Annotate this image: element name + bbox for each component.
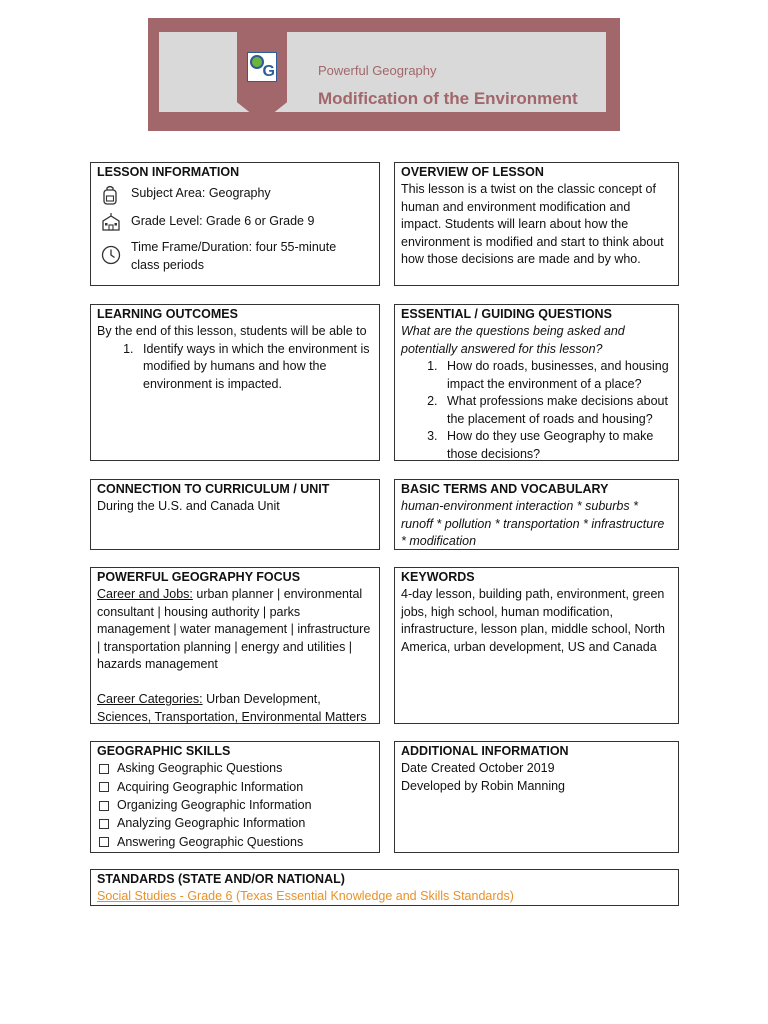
vocabulary-text: human-environment interaction * suburbs * runoff * pollution * transportation * infrastructure * modification [401, 499, 665, 548]
clock-icon [97, 239, 131, 265]
standards-heading: STANDARDS (STATE AND/OR NATIONAL) [97, 872, 345, 886]
skill-item [97, 815, 373, 833]
guiding-questions-list [401, 358, 672, 463]
grade-level: Grade Level: Grade 6 or Grade 9 [131, 214, 315, 228]
list-item: 1. Identify ways in which the environment is modified by humans and how the environment is impacted. [137, 341, 373, 394]
lesson-information-box [90, 162, 380, 286]
subject-area: Subject Area: Geography [131, 186, 271, 200]
powerful-geography-logo-icon: G [247, 52, 277, 82]
career-categories-label: Career Categories: [97, 692, 203, 706]
learning-outcomes-heading: LEARNING OUTCOMES [97, 307, 238, 321]
date-created: Date Created October 2019 [401, 761, 555, 775]
overview-heading: OVERVIEW OF LESSON [401, 165, 544, 179]
developed-by: Developed by Robin Manning [401, 778, 565, 793]
page-title: Modification of the Environment [318, 89, 578, 108]
backpack-icon [97, 185, 131, 205]
keywords-text: 4-day lesson, building path, environment, green jobs, high school, human modification, infrastructure, lesson plan, middle school, North America, urban development, US and Canada [401, 587, 666, 654]
header-banner [148, 18, 620, 131]
skill-item [97, 797, 373, 815]
banner-subtitle: Powerful Geography [318, 63, 437, 78]
curriculum-text: During the U.S. and Canada Unit [97, 499, 280, 513]
vocabulary-box [394, 479, 679, 550]
list-item: 3. How do they use Geography to make those decisions? [441, 428, 672, 463]
overview-box [394, 162, 679, 286]
time-frame-line-1: Time Frame/Duration: four 55-minute [131, 240, 337, 254]
career-categories-text: Urban Development, Sciences, Transportation, Environmental Matters [97, 692, 367, 724]
skill-label: Acquiring Geographic Information [117, 779, 304, 794]
skill-label: Asking Geographic Questions [117, 761, 283, 776]
standards-link[interactable]: Social Studies - Grade 6 [97, 889, 233, 903]
skill-item [97, 833, 373, 851]
geography-focus-box [90, 567, 380, 724]
skill-label: Analyzing Geographic Information [117, 816, 306, 831]
career-jobs-label: Career and Jobs: [97, 587, 193, 601]
curriculum-box [90, 479, 380, 550]
lesson-information-heading: LESSON INFORMATION [97, 165, 240, 179]
career-jobs [97, 586, 373, 674]
additional-information-box [394, 741, 679, 853]
skill-item [97, 760, 373, 778]
skill-label: Organizing Geographic Information [117, 797, 312, 812]
skill-checkbox[interactable] [99, 801, 109, 811]
list-item: 1. How do roads, businesses, and housing impact the environment of a place? [441, 358, 672, 393]
learning-outcomes-box [90, 304, 380, 461]
keywords-box [394, 567, 679, 724]
time-frame-line-2: class periods [131, 257, 204, 272]
time-frame [131, 239, 373, 274]
vocabulary-heading: BASIC TERMS AND VOCABULARY [401, 482, 609, 496]
skill-checkbox[interactable] [99, 764, 109, 774]
list-item: 2. What professions make decisions about the placement of roads and housing? [441, 393, 672, 428]
standards-box [90, 869, 679, 906]
skill-checkbox[interactable] [99, 819, 109, 829]
skill-label: Answering Geographic Questions [117, 834, 304, 849]
guiding-questions-heading: ESSENTIAL / GUIDING QUESTIONS [401, 307, 612, 321]
skill-item [97, 778, 373, 796]
curriculum-heading: CONNECTION TO CURRICULUM / UNIT [97, 482, 330, 496]
additional-information-heading: ADDITIONAL INFORMATION [401, 744, 569, 758]
learning-outcomes-list [97, 341, 373, 394]
guiding-questions-box [394, 304, 679, 461]
standards-description: (Texas Essential Knowledge and Skills Standards) [232, 889, 514, 903]
learning-outcomes-intro: By the end of this lesson, students will be able to [97, 324, 367, 338]
career-categories [97, 691, 373, 726]
skill-checkbox[interactable] [99, 837, 109, 847]
header-banner-panel [159, 32, 606, 112]
geographic-skills-heading: GEOGRAPHIC SKILLS [97, 744, 231, 758]
guiding-questions-intro: What are the questions being asked and potentially answered for this lesson? [401, 324, 625, 356]
standards-line [97, 888, 672, 906]
geographic-skills-box [90, 741, 380, 853]
geography-focus-heading: POWERFUL GEOGRAPHY FOCUS [97, 570, 301, 584]
school-icon [97, 213, 131, 231]
keywords-heading: KEYWORDS [401, 570, 475, 584]
overview-text: This lesson is a twist on the classic concept of human and environment modification and impact. Students will learn about how the environment is modified and start to think about how those decisions are made and by who. [401, 182, 664, 266]
skill-checkbox[interactable] [99, 782, 109, 792]
career-jobs-text: urban planner | environmental consultant | housing authority | parks management | water management | infrastructure | transportation planning | energy and utilities | hazards management [97, 587, 371, 671]
